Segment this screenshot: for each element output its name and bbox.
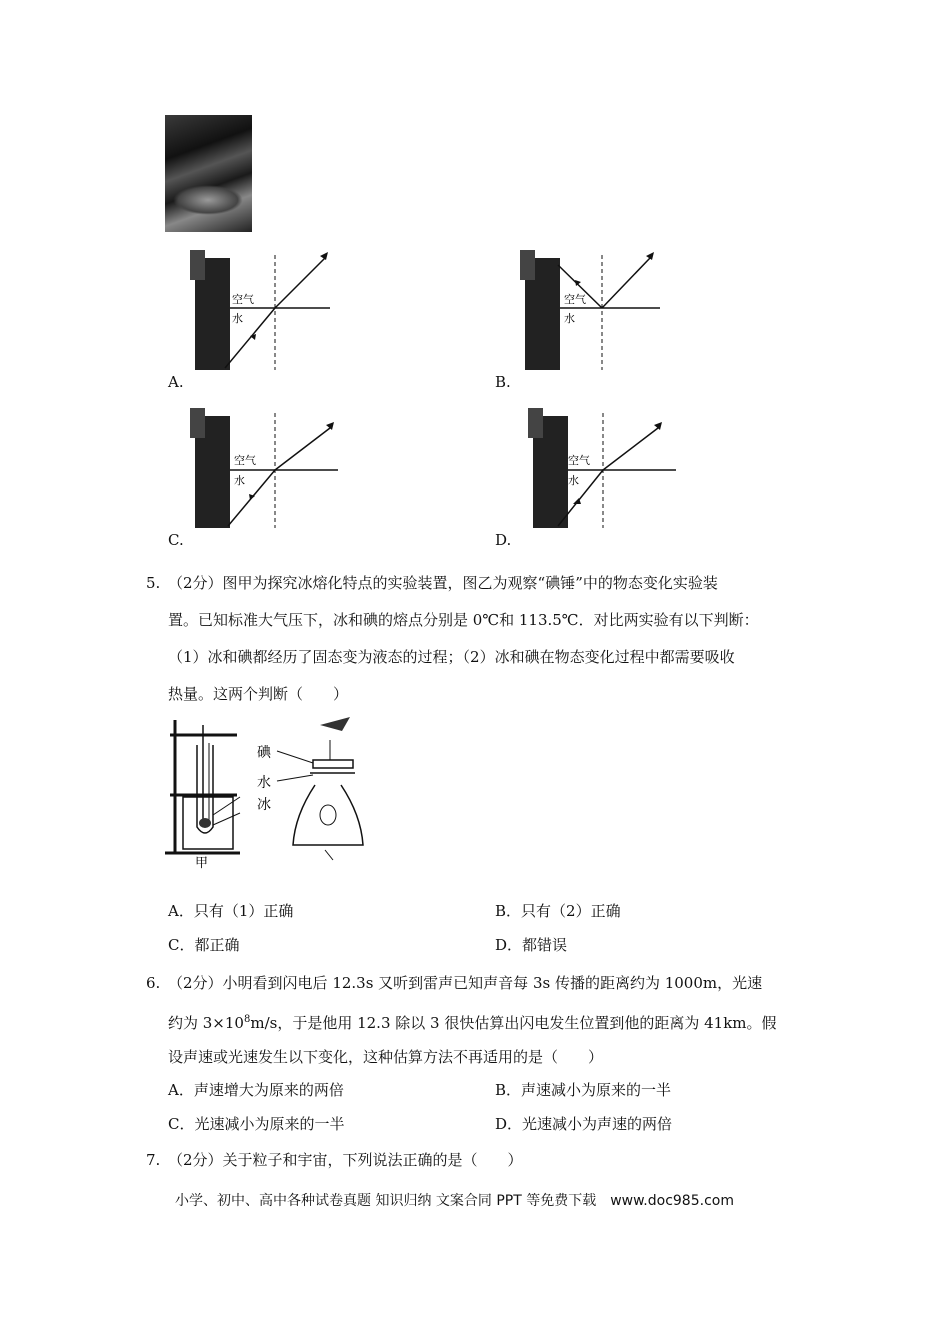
jia-label: 甲 xyxy=(195,856,209,870)
air-label: 空气 xyxy=(232,293,254,306)
option-c-label: C. xyxy=(168,531,184,549)
option-c-diagram xyxy=(190,408,340,533)
water-label: 水 xyxy=(564,312,575,325)
water-label: 水 xyxy=(234,474,245,487)
air-label: 空气 xyxy=(234,454,256,467)
iodine-label: 碘 xyxy=(257,745,271,761)
water-label: 水 xyxy=(568,474,579,487)
option-a-diagram xyxy=(190,250,340,375)
q5-number: 5. xyxy=(146,574,161,592)
q6-option-d: D．光速减小为声速的两倍 xyxy=(495,1115,673,1133)
ice-label: 冰 xyxy=(257,797,271,813)
option-a-label: A. xyxy=(168,373,184,391)
footer-banner: 小学、初中、高中各种试卷真题 知识归纳 文案合同 PPT 等免费下载 www.doc985.com xyxy=(175,1193,734,1209)
air-label: 空气 xyxy=(568,454,590,467)
q6-option-b: B．声速减小为原来的一半 xyxy=(495,1081,672,1099)
q5-option-d: D．都错误 xyxy=(495,936,568,954)
q7-text: （2分）关于粒子和宇宙，下列说法正确的是（ ） xyxy=(168,1151,523,1169)
q5-text-line: 置。已知标准大气压下，冰和碘的熔点分别是 0℃和 113.5℃．对比两实验有以下判断： xyxy=(168,611,759,629)
q7-number: 7. xyxy=(146,1151,161,1169)
q5-experiment-figure xyxy=(165,715,375,870)
water-label: 水 xyxy=(232,312,243,325)
q6-option-c: C．光速减小为原来的一半 xyxy=(168,1115,345,1133)
q6-number: 6. xyxy=(146,974,161,992)
q6-text-line: 设声速或光速发生以下变化，这种估算方法不再适用的是（ ） xyxy=(168,1048,604,1066)
option-d-label: D. xyxy=(495,531,512,549)
waterside-tree-photo xyxy=(165,115,252,232)
water-label: 水 xyxy=(257,775,271,791)
q6-text-line: （2分）小明看到闪电后 12.3s 又听到雷声已知声音每 3s 传播的距离约为 1000m，光速 xyxy=(168,974,763,992)
q6-text-line: 约为 $3\times 10^8m/s$，于是他用 12.3 除以 3 很快估算出闪电发生位置到他的距离为 41km。假 xyxy=(168,1014,777,1032)
q5-option-b: B．只有（2）正确 xyxy=(495,902,621,920)
q5-text-line: 热量。这两个判断（ ） xyxy=(168,685,349,703)
q6-option-a: A．声速增大为原来的两倍 xyxy=(168,1081,344,1099)
q5-option-a: A．只有（1）正确 xyxy=(168,902,294,920)
air-label: 空气 xyxy=(564,293,586,306)
option-b-diagram xyxy=(520,250,670,375)
option-b-label: B. xyxy=(495,373,511,391)
q5-text-line: （2分）图甲为探究冰熔化特点的实验装置，图乙为观察“碘锤”中的物态变化实验装 xyxy=(168,574,718,592)
option-d-diagram xyxy=(528,408,678,533)
q5-text-line: （1）冰和碘都经历了固态变为液态的过程；（2）冰和碘在物态变化过程中都需要吸收 xyxy=(168,648,735,666)
q5-option-c: C．都正确 xyxy=(168,936,240,954)
